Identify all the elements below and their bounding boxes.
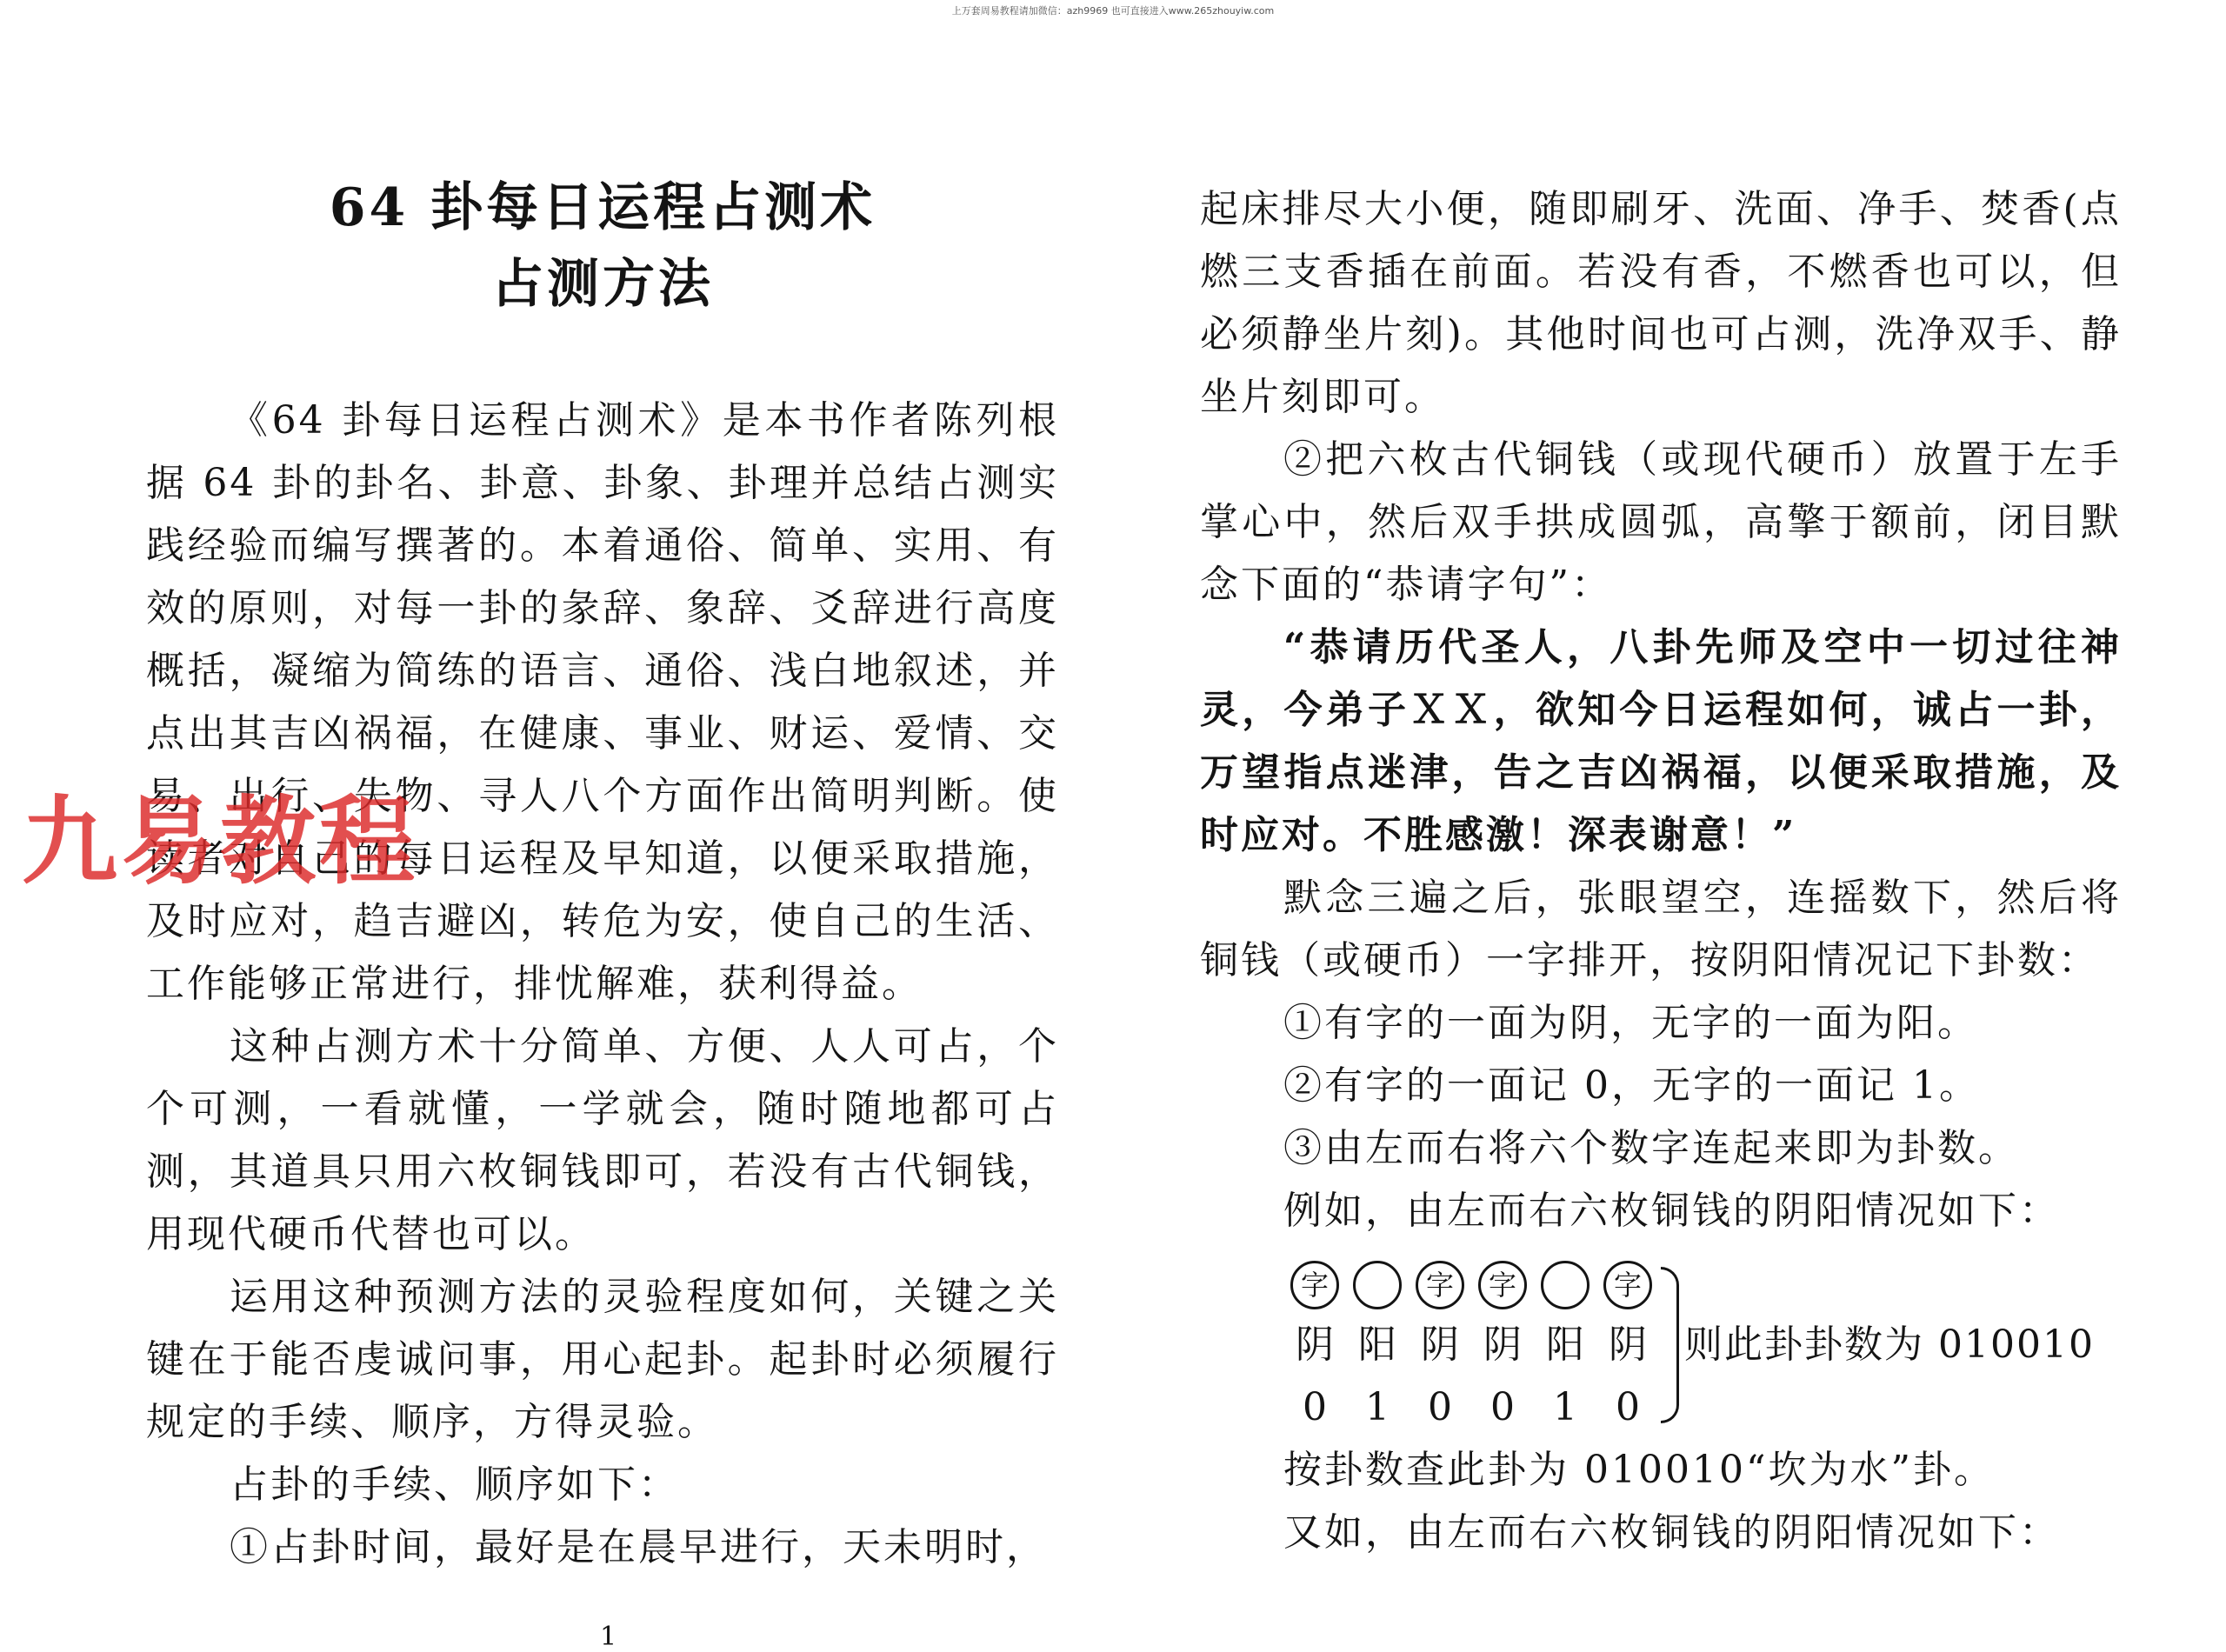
coin-yinyang: 阴: [1421, 1322, 1459, 1367]
paragraph: ②有字的一面记 0，无字的一面记 1。: [1283, 1063, 1980, 1108]
page-title: 64 卦每日运程占测术: [329, 177, 876, 238]
coin-yinyang: 阴: [1296, 1322, 1334, 1367]
coin-digit: 0: [1616, 1385, 1640, 1429]
coin-example-table: [1283, 1251, 2122, 1439]
right-column: [1200, 178, 2122, 1564]
paragraph: 又如，由左而右六枚铜钱的阴阳情况如下：: [1283, 1510, 2060, 1555]
paragraph: ①有字的一面为阴，无字的一面为阳。: [1283, 1001, 1978, 1045]
brace-icon: [1661, 1267, 1679, 1423]
header-note: 上万套周易教程请加微信：azh9969 也可直接进入www.265zhouyiw.com: [951, 5, 1275, 17]
right-column-bottom: [1200, 1439, 2122, 1564]
left-column: [146, 390, 1059, 1579]
watermark: 九易教程: [22, 786, 418, 897]
paragraph: 运用这种预测方法的灵验程度如何，关键之关键在于能否虔诚问事，用心起卦。起卦时必须履行规定的手续、顺序，方得灵验。: [146, 1275, 1059, 1444]
paragraph: 按卦数查此卦为 010010“坎为水”卦。: [1283, 1448, 1995, 1492]
coin-digit: 0: [1428, 1385, 1452, 1429]
coin-character-icon: 字: [1416, 1261, 1464, 1309]
coin-yinyang: 阴: [1483, 1322, 1522, 1367]
coin-column: [1596, 1251, 1659, 1439]
coin-result: 则此卦卦数为 010010: [1684, 1322, 2095, 1367]
coin-column: [1409, 1251, 1471, 1439]
paragraph: 《64 卦每日运程占测术》是本书作者陈列根据 64 卦的卦名、卦意、卦象、卦理并总结占测实践经验而编写撰著的。本着通俗、简单、实用、有效的原则，对每一卦的彖辞、象辞、爻辞进行高度概括，凝缩为简练的语言、通俗、浅白地叙述，并点出其吉凶祸福，在健康、事业、财运、爱情、交易、出行、失物、寻人八个方面作出简明判断。使读者对自己的每日运程及早知道，以便采取措施，及时应对，趋吉避凶，转危为安，使自己的生活、工作能够正常进行，排忧解难，获利得益。: [146, 398, 1059, 1006]
coin-character-icon: 字: [1603, 1261, 1652, 1309]
page-number: 1: [600, 1622, 617, 1652]
paragraph: 起床排尽大小便，随即刷牙、洗面、净手、焚香(点燃三支香插在前面。若没有香，不燃香也可以，但必须静坐片刻)。其他时间也可占测，洗净双手、静坐片刻即可。: [1200, 187, 2122, 419]
coin-yinyang: 阴: [1609, 1322, 1647, 1367]
paragraph: 例如，由左而右六枚铜钱的阴阳情况如下：: [1283, 1189, 2060, 1233]
coin-column: [1471, 1251, 1534, 1439]
paragraph: 默念三遍之后，张眼望空，连摇数下，然后将铜钱（或硬币）一字排开，按阴阳情况记下卦数：: [1200, 876, 2122, 983]
coin-digit: 1: [1553, 1385, 1577, 1429]
right-column-top: [1200, 178, 2122, 1242]
coin-column: [1534, 1251, 1596, 1439]
coin-character-icon: 字: [1290, 1261, 1339, 1309]
title-block: [146, 170, 1059, 323]
paragraph: ③由左而右将六个数字连起来即为卦数。: [1283, 1126, 2019, 1170]
coin-column: [1346, 1251, 1409, 1439]
coin-character-icon: 字: [1478, 1261, 1527, 1309]
coin-column: [1283, 1251, 1346, 1439]
page-subtitle: 占测方法: [491, 254, 714, 315]
paragraph: 占卦的手续、顺序如下：: [230, 1462, 679, 1507]
coin-digit: 0: [1490, 1385, 1515, 1429]
coin-yinyang: 阳: [1358, 1322, 1396, 1367]
coin-digit: 0: [1303, 1385, 1327, 1429]
paragraph: “恭请历代圣人，八卦先师及空中一切过往神灵，今弟子ＸＸ，欲知今日运程如何，诚占一卦，万望指点迷津，告之吉凶祸福，以便采取措施，及时应对。不胜感激！深表谢意！”: [1200, 625, 2122, 857]
coin-digit: 1: [1365, 1385, 1390, 1429]
coin-yinyang: 阳: [1546, 1322, 1584, 1367]
coin-blank-icon: [1541, 1261, 1590, 1309]
paragraph: ①占卦时间，最好是在晨早进行，天未明时，: [230, 1525, 1047, 1569]
coin-blank-icon: [1353, 1261, 1402, 1309]
coin-columns: [1283, 1251, 1659, 1439]
paragraph: 这种占测方术十分简单、方便、人人可占，个个可测，一看就懂，一学就会，随时随地都可占测，其道具只用六枚铜钱即可，若没有古代铜钱，用现代硬币代替也可以。: [146, 1024, 1059, 1256]
paragraph: ②把六枚古代铜钱（或现代硬币）放置于左手掌心中，然后双手拱成圆弧，高擎于额前，闭目默念下面的“恭请字句”：: [1200, 437, 2122, 607]
